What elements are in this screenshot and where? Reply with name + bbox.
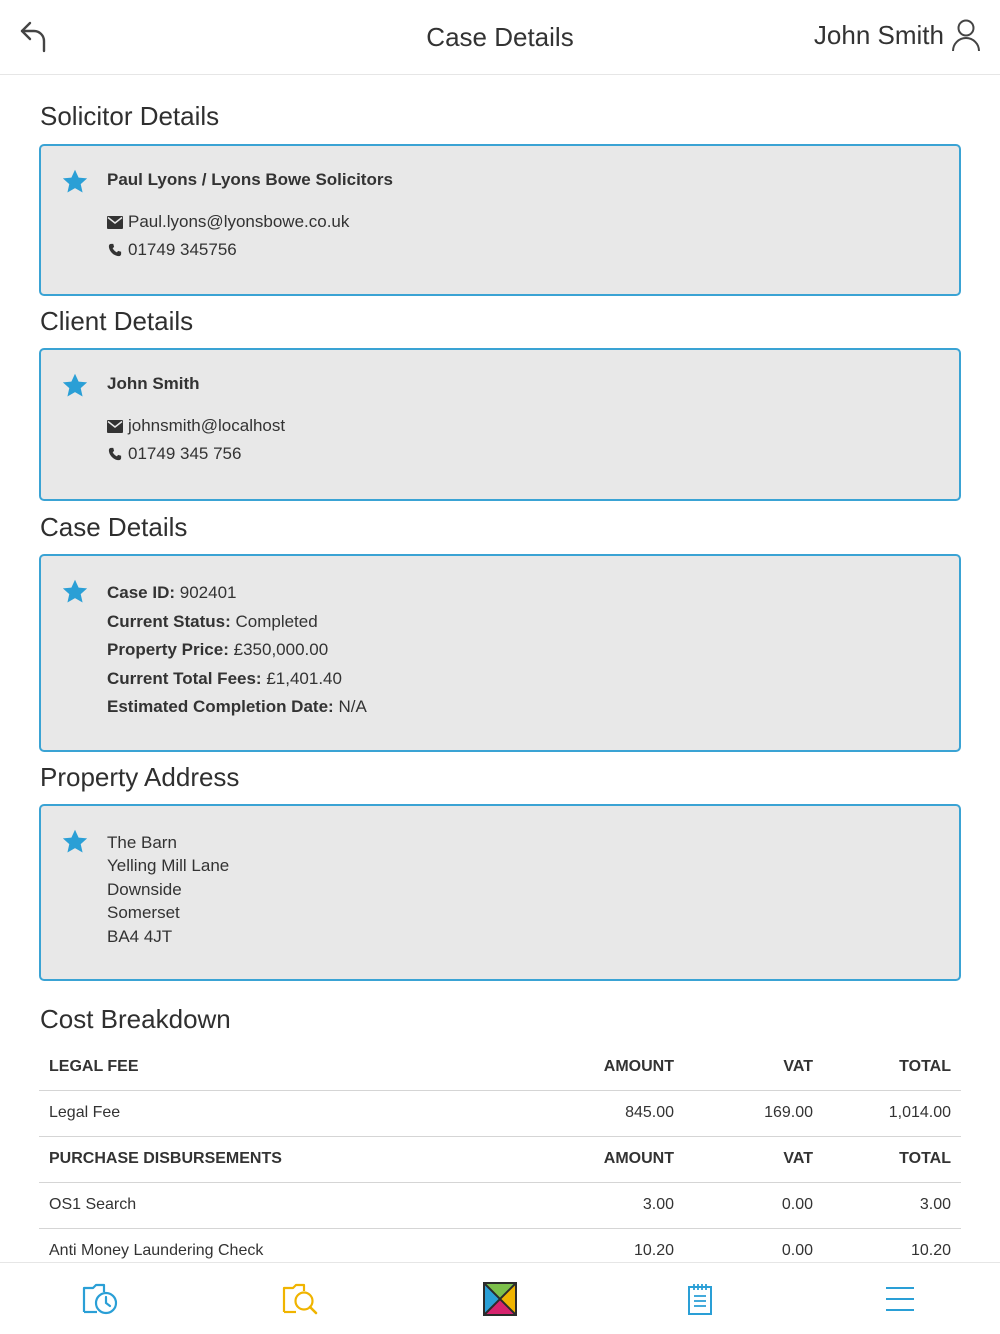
user-icon <box>950 18 982 52</box>
cost-total: 1,014.00 <box>823 1090 961 1136</box>
cost-name: Anti Money Laundering Check <box>39 1228 519 1262</box>
star-icon[interactable] <box>61 578 89 606</box>
column-header: LEGAL FEE <box>39 1044 519 1090</box>
solicitor-email[interactable]: Paul.lyons@lyonsbowe.co.uk <box>128 212 350 231</box>
brand-logo-icon <box>482 1281 518 1317</box>
completion-date-row: Estimated Completion Date: N/A <box>107 697 367 717</box>
cost-amount: 845.00 <box>519 1090 684 1136</box>
client-email-row[interactable] <box>107 412 939 440</box>
total-fees-row: Current Total Fees: £1,401.40 <box>107 668 342 688</box>
address-line: BA4 4JT <box>107 926 173 946</box>
page-title: Case Details <box>426 22 574 52</box>
cost-vat: 0.00 <box>684 1182 823 1228</box>
star-icon[interactable] <box>61 168 89 196</box>
search-documents-icon <box>280 1282 320 1316</box>
cost-vat: 169.00 <box>684 1090 823 1136</box>
user-account-button[interactable] <box>814 18 982 52</box>
property-card <box>39 804 961 981</box>
address-line: Downside <box>107 879 182 899</box>
case-history-icon <box>80 1282 120 1316</box>
solicitor-phone[interactable]: 01749 345756 <box>128 240 237 259</box>
address-line: Somerset <box>107 903 180 923</box>
client-name: John Smith <box>107 374 200 393</box>
cost-name: Legal Fee <box>39 1090 519 1136</box>
menu-button[interactable] <box>870 1269 930 1329</box>
table-header-row <box>39 1044 961 1090</box>
phone-icon <box>107 243 123 257</box>
column-header: AMOUNT <box>519 1044 684 1090</box>
table-header-row <box>39 1136 961 1182</box>
cost-amount: 10.20 <box>519 1228 684 1262</box>
star-icon[interactable] <box>61 372 89 400</box>
solicitor-section-title: Solicitor Details <box>40 101 220 131</box>
column-header: VAT <box>684 1044 823 1090</box>
column-header: PURCHASE DISBURSEMENTS <box>39 1136 519 1182</box>
client-card <box>39 348 961 501</box>
table-row <box>39 1090 961 1136</box>
column-header: TOTAL <box>823 1136 961 1182</box>
envelope-icon <box>107 216 123 229</box>
cost-total: 3.00 <box>823 1182 961 1228</box>
column-header: TOTAL <box>823 1044 961 1090</box>
case-history-button[interactable] <box>70 1269 130 1329</box>
current-status-row: Current Status: Completed <box>107 611 318 631</box>
cost-amount: 3.00 <box>519 1182 684 1228</box>
property-price-row: Property Price: £350,000.00 <box>107 640 329 660</box>
envelope-icon <box>107 420 123 433</box>
case-id-row: Case ID: 902401 <box>107 583 237 602</box>
notes-button[interactable] <box>670 1269 730 1329</box>
search-documents-button[interactable] <box>270 1269 330 1329</box>
top-bar <box>0 0 1000 75</box>
solicitor-card <box>39 144 961 296</box>
case-section-title: Case Details <box>40 512 188 542</box>
client-phone[interactable]: 01749 345 756 <box>128 444 242 463</box>
bottom-navigation <box>0 1262 1000 1334</box>
address-line: The Barn <box>107 833 177 852</box>
cost-breakdown-table <box>39 1044 961 1262</box>
phone-icon <box>107 447 123 461</box>
solicitor-email-row[interactable] <box>107 208 939 236</box>
client-email[interactable]: johnsmith@localhost <box>128 416 286 435</box>
user-name: John Smith <box>813 19 944 50</box>
column-header: AMOUNT <box>519 1136 684 1182</box>
cost-total: 10.20 <box>823 1228 961 1262</box>
column-header: VAT <box>684 1136 823 1182</box>
cost-section-title: Cost Breakdown <box>40 1004 231 1034</box>
case-card <box>39 554 961 752</box>
table-row <box>39 1182 961 1228</box>
cost-vat: 0.00 <box>684 1228 823 1262</box>
solicitor-phone-row[interactable] <box>107 236 939 264</box>
client-phone-row[interactable] <box>107 440 939 468</box>
cost-name: OS1 Search <box>39 1182 519 1228</box>
address-line: Yelling Mill Lane <box>107 856 230 876</box>
notes-icon <box>686 1282 714 1316</box>
client-section-title: Client Details <box>40 306 194 336</box>
solicitor-name: Paul Lyons / Lyons Bowe Solicitors <box>107 170 393 189</box>
table-row <box>39 1228 961 1262</box>
home-logo-button[interactable] <box>470 1269 530 1329</box>
case-details-content[interactable] <box>0 75 1000 1262</box>
star-icon[interactable] <box>61 828 89 856</box>
property-section-title: Property Address <box>40 762 240 792</box>
menu-icon <box>885 1285 915 1313</box>
